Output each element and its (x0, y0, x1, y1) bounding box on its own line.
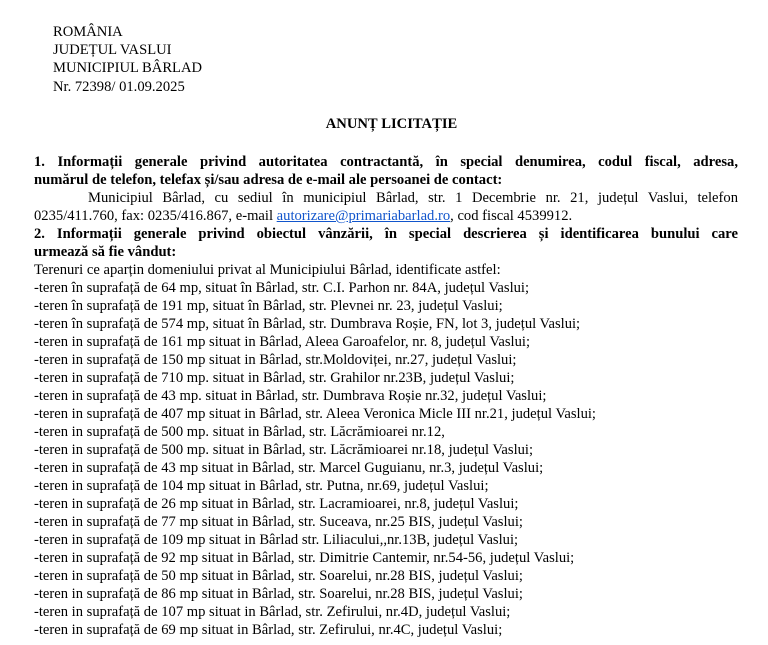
land-item: -teren in suprafață de 77 mp situat in Bârlad, str. Suceava, nr.25 BIS, județul Vaslui; (34, 514, 523, 530)
header-registration-number: Nr. 72398/ 01.09.2025 (53, 78, 185, 95)
land-item: -teren in suprafață de 500 mp. situat in Bârlad, str. Lăcrămioarei nr.18, județul Vaslui; (34, 442, 534, 458)
land-item: -teren in suprafață de 710 mp. situat in Bârlad, str. Grahilor nr.23B, județul Vaslui; (34, 370, 515, 386)
land-item: -teren in suprafață de 109 mp situat in Bârlad str. Liliacului,,nr.13B, județul Vaslui; (34, 532, 519, 548)
section-2-heading-line-1: 2. Informații generale privind obiectul vânzării, în special descrierea și identificarea bunului care (34, 226, 738, 242)
section-1-heading-line-2: numărul de telefon, telefax și/sau adresa de e-mail ale persoanei de contact: (34, 172, 503, 188)
section-2-heading-line-2: urmează să fie vândut: (34, 244, 177, 260)
section-1-contact-prefix: 0235/411.760, fax: 0235/416.867, e-mail (34, 208, 277, 224)
land-item: -teren in suprafață de 500 mp. situat in Bârlad, str. Lăcrămioarei nr.12, (34, 424, 445, 440)
land-item: -teren in suprafață de 86 mp situat in Bârlad, str. Soarelui, nr.28 BIS, județul Vaslui; (34, 586, 523, 602)
land-item: -teren in suprafață de 50 mp situat in Bârlad, str. Soarelui, nr.28 BIS, județul Vaslui; (34, 568, 523, 584)
header-country: ROMÂNIA (53, 24, 123, 40)
land-items-list (34, 279, 738, 639)
land-item: -teren în suprafață de 191 mp, situat în Bârlad, str. Plevnei nr. 23, județul Vaslui; (34, 298, 503, 314)
section-1-heading-line-1: 1. Informații generale privind autoritatea contractantă, în special denumirea, codul fiscal, adresa, (34, 154, 738, 170)
section-1-body-line-2 (34, 207, 738, 225)
section-1-body-line-1: Municipiul Bârlad, cu sediul în municipiul Bârlad, str. 1 Decembrie nr. 21, județul Vaslui, telefon (88, 190, 738, 206)
land-item: -teren in suprafață de 43 mp situat in Bârlad, str. Marcel Guguianu, nr.3, județul Vaslui; (34, 460, 544, 476)
land-item: -teren in suprafață de 150 mp situat in Bârlad, str.Moldoviței, nr.27, județul Vaslui; (34, 352, 517, 368)
land-item: -teren in suprafață de 43 mp. situat in Bârlad, str. Dumbrava Roșie nr.32, județul Vaslui; (34, 388, 547, 404)
land-item: -teren in suprafață de 69 mp situat in Bârlad, str. Zefirului, nr.4C, județul Vaslui; (34, 622, 503, 638)
document-body (34, 153, 738, 639)
land-item: -teren in suprafață de 107 mp situat in Bârlad, str. Zefirului, nr.4D, județul Vaslui; (34, 604, 511, 620)
header-county: JUDEȚUL VASLUI (53, 42, 172, 59)
land-item: -teren in suprafață de 104 mp situat in Bârlad, str. Putna, nr.69, județul Vaslui; (34, 478, 489, 494)
section-1-contact-suffix: , cod fiscal 4539912. (450, 208, 573, 224)
land-item: -teren in suprafață de 161 mp situat in Bârlad, Aleea Garoafelor, nr. 8, județul Vaslui; (34, 334, 531, 350)
contact-email-link[interactable]: autorizare@primariabarlad.ro (276, 208, 451, 224)
land-item: -teren in suprafață de 407 mp situat in Bârlad, str. Aleea Veronica Micle III nr.21, județul Vaslui; (34, 406, 596, 422)
land-item: -teren în suprafață de 64 mp, situat în Bârlad, str. C.I. Parhon nr. 84A, județul Vaslui; (34, 280, 530, 296)
land-item: -teren in suprafață de 92 mp situat in Bârlad, str. Dimitrie Cantemir, nr.54-56, județul Vaslui; (34, 550, 575, 566)
section-2-intro: Terenuri ce aparțin domeniului privat al Municipiului Bârlad, identificate astfel: (34, 262, 501, 278)
land-item: -teren in suprafață de 26 mp situat in Bârlad, str. Lacramioarei, nr.8, județul Vaslui; (34, 496, 519, 512)
header-municipality: MUNICIPIUL BÂRLAD (53, 60, 203, 77)
document-title: ANUNȚ LICITAȚIE (325, 116, 458, 132)
land-item: -teren în suprafață de 574 mp, situat în Bârlad, str. Dumbrava Roșie, FN, lot 3, județul Vaslui; (34, 316, 581, 332)
document-header (53, 23, 202, 96)
